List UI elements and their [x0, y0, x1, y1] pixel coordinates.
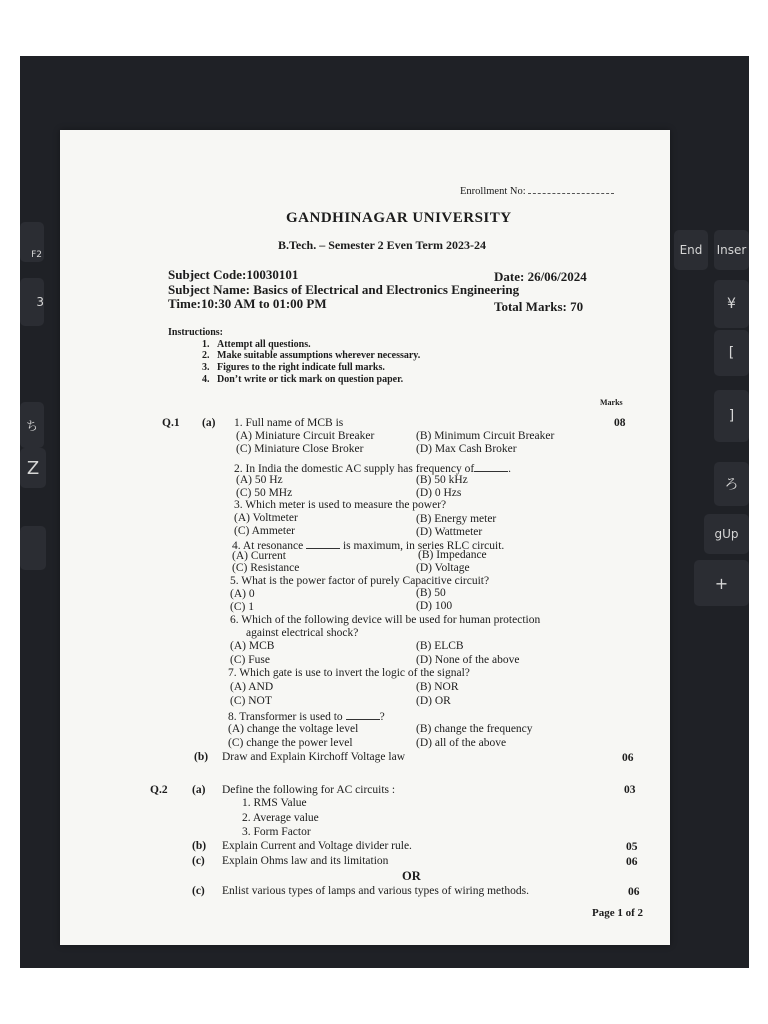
keyboard-key-insert: Inser: [714, 230, 749, 270]
subject-code: Subject Code:10030101: [168, 267, 299, 282]
answer-blank: [306, 538, 340, 549]
q2-part-c-marks: 06: [626, 856, 638, 868]
q1-part-b-text: Draw and Explain Kirchoff Voltage law: [222, 751, 405, 763]
instruction-item: 1. Attempt all questions.: [202, 339, 311, 350]
q2-part-b-text: Explain Current and Voltage divider rule.: [222, 840, 412, 852]
q2-part-a-text: Define the following for AC circuits :: [222, 784, 396, 796]
mcq-2-option-c: (C) 50 MHz: [236, 487, 293, 499]
q2-part-c-alt-label: (c): [192, 885, 205, 897]
mcq-1-option-a: (A) Miniature Circuit Breaker: [236, 430, 375, 442]
q2-sub-item: 2. Average value: [242, 812, 319, 824]
mcq-4-option-b: (B) Impedance: [418, 549, 487, 561]
instructions-title: Instructions:: [168, 327, 224, 338]
mcq-2-option-b: (B) 50 kHz: [416, 474, 468, 486]
mcq-question-6-continued: against electrical shock?: [246, 627, 359, 639]
q2-part-b-label: (b): [192, 840, 207, 852]
mcq-1-option-b: (B) Minimum Circuit Breaker: [416, 430, 555, 442]
question-paper: [60, 130, 670, 945]
mcq-question-7: 7. Which gate is use to invert the logic of the signal?: [228, 667, 470, 679]
answer-blank: [346, 709, 380, 720]
keyboard-key-end: End: [674, 230, 708, 270]
mcq-5-option-d: (D) 100: [416, 600, 453, 612]
mcq-1-option-d: (D) Max Cash Broker: [416, 443, 517, 455]
q2-sub-item: 1. RMS Value: [242, 797, 307, 809]
q2-part-a-marks: 03: [624, 784, 636, 796]
mcq-question-4: 4. At resonance is maximum, in series RLC circuit.: [232, 540, 505, 552]
mcq-4-option-d: (D) Voltage: [416, 562, 470, 574]
mcq-4-option-a: (A) Current: [232, 550, 286, 562]
q1-part-a-label: (a): [202, 417, 216, 429]
mcq-question-2: 2. In India the domestic AC supply has frequency of .: [234, 463, 512, 475]
q2-sub-item: 3. Form Factor: [242, 826, 311, 838]
mcq-8-option-d: (D) all of the above: [416, 737, 507, 749]
keyboard-key-bracket-open: [: [714, 330, 749, 376]
keyboard-key-3: 3: [20, 278, 44, 326]
keyboard-key-chi: ち: [20, 402, 44, 448]
answer-blank: [474, 461, 508, 472]
mcq-6-option-b: (B) ELCB: [416, 640, 464, 652]
mcq-3-option-c: (C) Ammeter: [234, 525, 295, 537]
mcq-7-option-b: (B) NOR: [416, 681, 459, 693]
mcq-3-option-b: (B) Energy meter: [416, 513, 497, 525]
q2-part-c-text: Explain Ohms law and its limitation: [222, 855, 389, 867]
keyboard-key-bracket-close: ]: [714, 390, 749, 442]
keyboard-key-plus: +: [694, 560, 749, 606]
mcq-6-option-d: (D) None of the above: [416, 654, 520, 666]
enrollment-label: Enrollment No:: [460, 186, 614, 197]
page-number: Page 1 of 2: [592, 907, 644, 919]
q1-part-a-marks: 08: [614, 417, 626, 429]
mcq-question-1: 1. Full name of MCB is: [234, 417, 344, 429]
mcq-6-option-c: (C) Fuse: [230, 654, 270, 666]
mcq-8-option-c: (C) change the power level: [228, 737, 353, 749]
instruction-item: 2. Make suitable assumptions wherever necessary.: [202, 350, 421, 361]
keyboard-key-ro: ろ: [714, 462, 749, 506]
program-title: B.Tech. – Semester 2 Even Term 2023-24: [278, 238, 486, 252]
exam-date: Date: 26/06/2024: [494, 269, 587, 284]
mcq-question-6: 6. Which of the following device will be used for human protection: [230, 614, 541, 626]
keyboard-key-z: Z: [20, 448, 46, 488]
q1-part-b-label: (b): [194, 751, 209, 763]
mcq-7-option-a: (A) AND: [230, 681, 274, 693]
marks-column-header: Marks: [600, 398, 623, 407]
mcq-7-option-c: (C) NOT: [230, 695, 272, 707]
instruction-item: 4. Don’t write or tick mark on question paper.: [202, 374, 404, 385]
exam-time: Time:10:30 AM to 01:00 PM: [168, 296, 327, 311]
q2-label: Q.2: [150, 784, 168, 796]
mcq-4-option-c: (C) Resistance: [232, 562, 300, 574]
mcq-7-option-d: (D) OR: [416, 695, 451, 707]
q2-part-b-marks: 05: [626, 841, 638, 853]
mcq-5-option-b: (B) 50: [416, 587, 446, 599]
mcq-3-option-a: (A) Voltmeter: [234, 512, 298, 524]
q2-part-a-label: (a): [192, 784, 206, 796]
subject-name: Subject Name: Basics of Electrical and Electronics Engineering: [168, 282, 520, 297]
mcq-5-option-a: (A) 0: [230, 588, 255, 600]
mcq-question-3: 3. Which meter is used to measure the power?: [234, 499, 447, 511]
mcq-6-option-a: (A) MCB: [230, 640, 275, 652]
enrollment-blank: [528, 193, 614, 194]
university-name: GANDHINAGAR UNIVERSITY: [286, 210, 512, 226]
mcq-2-option-a: (A) 50 Hz: [236, 474, 283, 486]
or-separator: OR: [402, 869, 421, 883]
q2-part-c-alt-marks: 06: [628, 886, 640, 898]
mcq-8-option-b: (B) change the frequency: [416, 723, 533, 735]
q2-part-c-label: (c): [192, 855, 205, 867]
mcq-question-8: 8. Transformer is used to ?: [228, 711, 385, 723]
total-marks: Total Marks: 70: [494, 299, 584, 314]
keyboard-key-f2: F2: [20, 222, 44, 262]
keyboard-key-pgup: gUp: [704, 514, 749, 554]
mcq-1-option-c: (C) Miniature Close Broker: [236, 443, 364, 455]
mcq-question-5: 5. What is the power factor of purely Capacitive circuit?: [230, 575, 490, 587]
mcq-2-option-d: (D) 0 Hzs: [416, 487, 462, 499]
mcq-3-option-d: (D) Wattmeter: [416, 526, 483, 538]
instruction-item: 3. Figures to the right indicate full marks.: [202, 362, 385, 373]
keyboard-key-left-row: [20, 526, 46, 570]
mcq-8-option-a: (A) change the voltage level: [228, 723, 359, 735]
q2-part-c-alt-text: Enlist various types of lamps and various types of wiring methods.: [222, 885, 529, 897]
mcq-5-option-c: (C) 1: [230, 601, 254, 613]
q1-label: Q.1: [162, 417, 180, 429]
q1-part-b-marks: 06: [622, 752, 634, 764]
keyboard-key-yen: ¥: [714, 280, 749, 328]
